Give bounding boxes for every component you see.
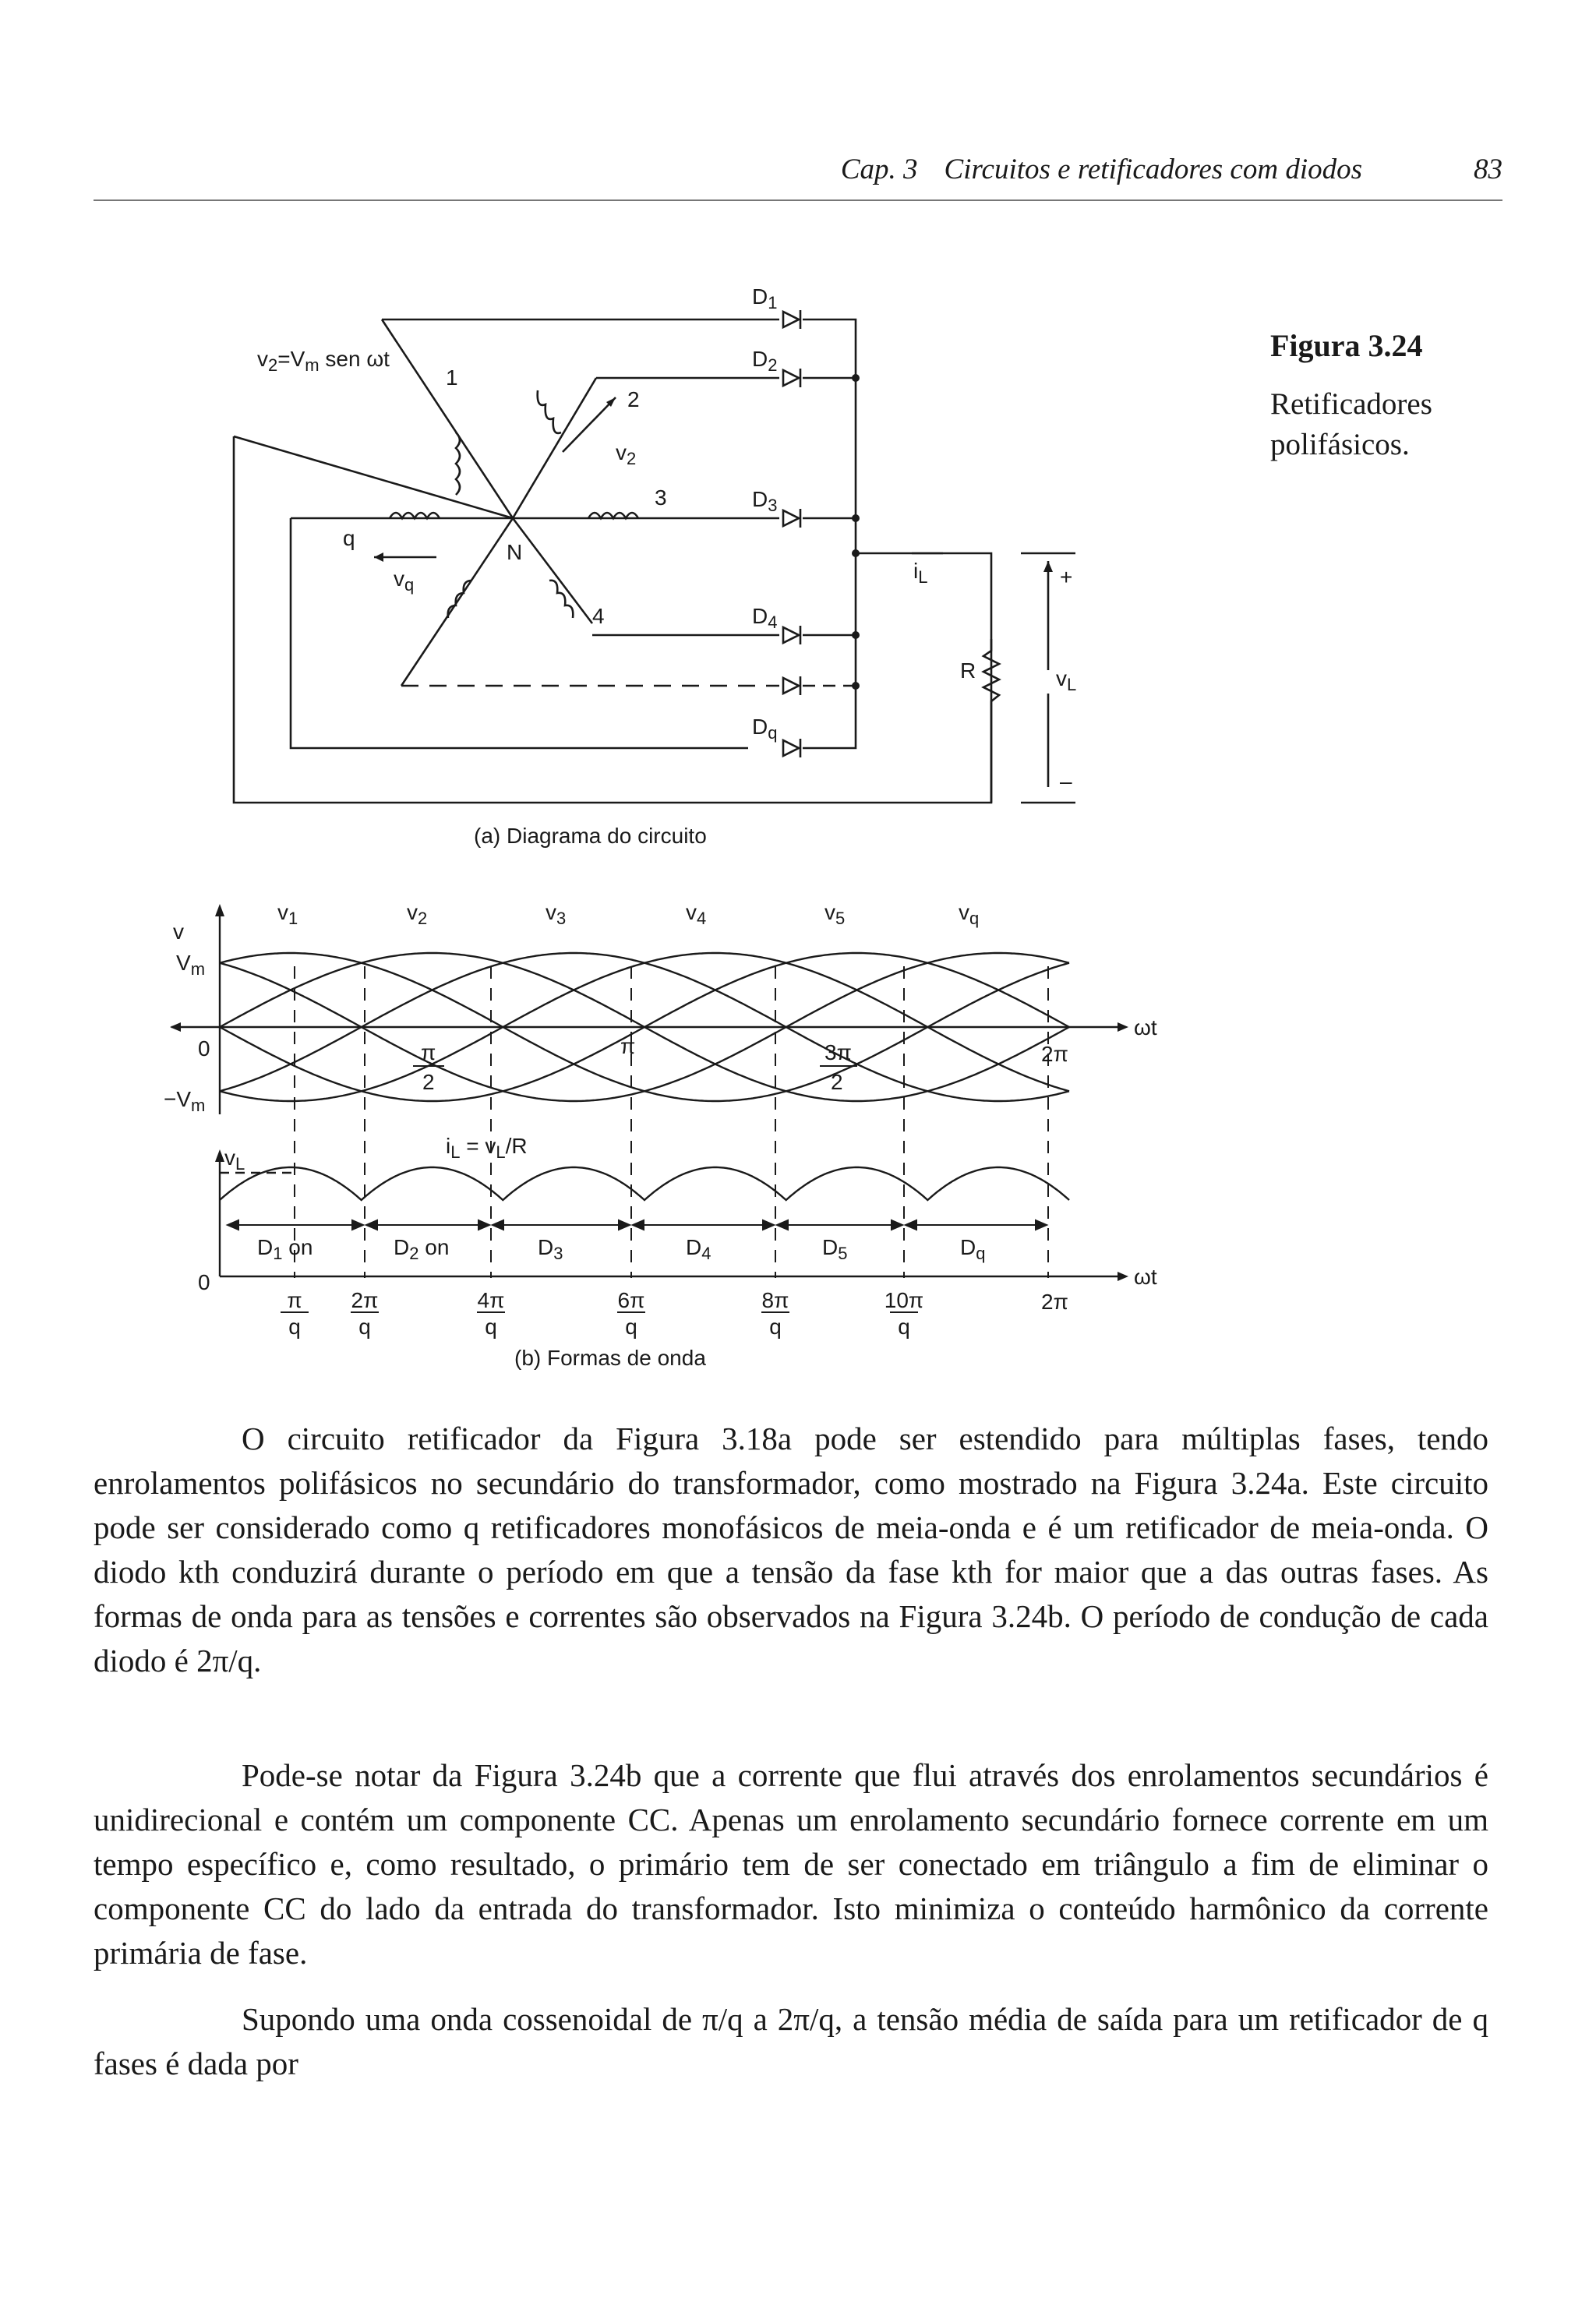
load-voltage-ripple <box>220 1167 1069 1200</box>
diode-label-4: $D_4$ <box>752 604 778 632</box>
phase-label-4: $v_4$ <box>686 900 707 928</box>
arrowhead <box>777 1220 788 1230</box>
diode-label-2: $D_2$ <box>752 347 778 375</box>
coil-4 <box>549 581 573 618</box>
conduction-d5: $D_5$ <box>822 1235 848 1263</box>
vm-label: $V_m$ <box>176 951 206 979</box>
tick-3pi-over-2-num: 3π <box>824 1040 852 1064</box>
phase-label-3: $v_3$ <box>546 900 567 928</box>
conduction-d2: $D_2$ on <box>394 1235 450 1263</box>
waveform-subcaption: (b) Formas de onda <box>514 1346 706 1370</box>
paragraph-2-text: Pode-se notar da Figura 3.24b que a corrente que flui através dos enrolamentos secundários é unidirecional e contém um componente CC. Apenas um enrolamento secundário fornece corrente em um tempo específico e, como resultado, o primário tem de ser conectado em triângulo a fim de eliminar o componente CC do lado da entrada do transformador. Isto minimiza o conteúdo harmônico da corrente primária de fase. <box>94 1757 1488 1971</box>
diode-q <box>783 739 800 757</box>
current-label: $i_L$ <box>913 559 928 587</box>
voltage-v2: $v_2$ <box>616 440 637 468</box>
phase-label-5: $v_5$ <box>824 900 846 928</box>
tick-pi-over-2-den: 2 <box>422 1070 435 1094</box>
voltage-vq: $v_q$ <box>394 567 415 595</box>
zero-lower: 0 <box>198 1270 210 1294</box>
circuit-diagram <box>0 0 1596 865</box>
coil-1 <box>456 432 460 495</box>
diode-2 <box>783 369 800 387</box>
bottom-tick-numerator: 8π <box>761 1288 789 1312</box>
winding-label-3: 3 <box>655 485 667 510</box>
figure-label: Figura 3.24 <box>1270 328 1423 363</box>
diode-1 <box>783 310 800 329</box>
bottom-tick-numerator: 6π <box>617 1288 645 1312</box>
bottom-tick-denominator: q <box>288 1315 301 1339</box>
bottom-tick-numerator: 2π <box>351 1288 379 1312</box>
load-voltage-label: $v_L$ <box>1056 666 1077 694</box>
paragraph-2 <box>94 1753 1488 1975</box>
arrowhead <box>228 1220 238 1230</box>
winding-label-q: q <box>343 526 355 550</box>
conduction-dq: $D_q$ <box>960 1235 986 1263</box>
arrowhead <box>1036 1220 1047 1230</box>
arrowhead <box>906 1220 916 1230</box>
tick-2pi: 2π <box>1041 1042 1068 1066</box>
diode-3 <box>783 509 800 528</box>
bottom-tick-numerator: 10π <box>884 1288 924 1312</box>
diode-label-q: $D_q$ <box>752 715 778 743</box>
bottom-end-2pi: 2π <box>1041 1290 1068 1314</box>
omega-t-lower: ωt <box>1134 1265 1157 1289</box>
bottom-tick-denominator: q <box>898 1315 910 1339</box>
arrowhead <box>892 1220 902 1230</box>
figure-caption-text: Retificadores polifásicos. <box>1270 387 1432 461</box>
resistor-label: R <box>960 658 976 683</box>
winding-label-1: 1 <box>446 365 458 390</box>
phase-label-2: $v_2$ <box>407 900 428 928</box>
tick-pi-over-2-num: π <box>421 1040 436 1064</box>
tick-pi: π <box>620 1034 636 1058</box>
tick-3pi-over-2-den: 2 <box>831 1070 843 1094</box>
arrowhead <box>478 1220 489 1230</box>
winding-label-2: 2 <box>627 387 640 411</box>
load-voltage-curve <box>220 1167 1069 1200</box>
minus-sign: – <box>1060 769 1072 793</box>
arrowhead <box>352 1220 363 1230</box>
neg-vm-label: $-V_m$ <box>164 1087 206 1115</box>
waveform-plot <box>0 857 1596 1403</box>
bottom-tick-denominator: q <box>358 1315 371 1339</box>
phase-label-q: $v_q$ <box>959 900 980 928</box>
arrowhead <box>619 1220 630 1230</box>
current-relation: $i_L = v_L/R$ <box>446 1134 528 1162</box>
bottom-tick-denominator: q <box>625 1315 637 1339</box>
conduction-d1: $D_1$ on <box>257 1235 313 1263</box>
paragraph-3-text: Supondo uma onda cossenoidal de π/q a 2π/q, a tensão média de saída para um retificador de q fases é dada por <box>94 2001 1488 2081</box>
bottom-tick-numerator: 4π <box>477 1288 505 1312</box>
diode-5 <box>783 676 800 695</box>
chapter-name: Circuitos e retificadores com diodos <box>944 154 1362 185</box>
page-number: 83 <box>1474 154 1502 185</box>
source-label: $v_2=V_m$ sen ωt <box>257 347 390 375</box>
arrowhead <box>493 1220 503 1230</box>
winding-label-4: 4 <box>592 604 605 628</box>
paragraph-1-text: O circuito retificador da Figura 3.18a pode ser estendido para múltiplas fases, tendo enrolamentos polifásicos no secundário do transformador, como mostrado na Figura 3.24a. Este circuito pode ser considerado como q retificadores monofásicos de meia-onda e é um retificador de meia-onda. O diodo kth conduzirá durante o período em que a tensão da fase kth for maior que a das outras fases. As formas de onda para as tensões e correntes são observados na Figura 3.24b. O período de condução de cada diodo é 2π/q. <box>94 1421 1488 1678</box>
conduction-d4: $D_4$ <box>686 1235 711 1263</box>
diode-label-1: $D_1$ <box>752 284 778 312</box>
plus-sign: + <box>1060 565 1073 589</box>
zero-upper: 0 <box>198 1036 210 1061</box>
paragraph-3 <box>94 1997 1488 2086</box>
circuit-subcaption: (a) Diagrama do circuito <box>474 824 707 848</box>
neutral-label: N <box>507 540 523 564</box>
conduction-d3: $D_3$ <box>538 1235 563 1263</box>
phase-label-1: $v_1$ <box>277 900 298 928</box>
bottom-tick-numerator: π <box>287 1288 302 1312</box>
y-axis-label: v <box>173 920 184 944</box>
bottom-tick-denominator: q <box>485 1315 497 1339</box>
paragraph-1 <box>94 1417 1488 1683</box>
coil-2 <box>538 390 561 433</box>
diode-4 <box>783 626 800 644</box>
arrowhead <box>763 1220 774 1230</box>
arrowhead <box>633 1220 644 1230</box>
load-label: $v_L$ <box>224 1145 245 1174</box>
omega-t-upper: ωt <box>1134 1015 1157 1040</box>
bottom-tick-denominator: q <box>769 1315 782 1339</box>
arrowhead <box>366 1220 377 1230</box>
diode-label-3: $D_3$ <box>752 487 778 515</box>
chapter-number: Cap. 3 <box>840 154 918 185</box>
